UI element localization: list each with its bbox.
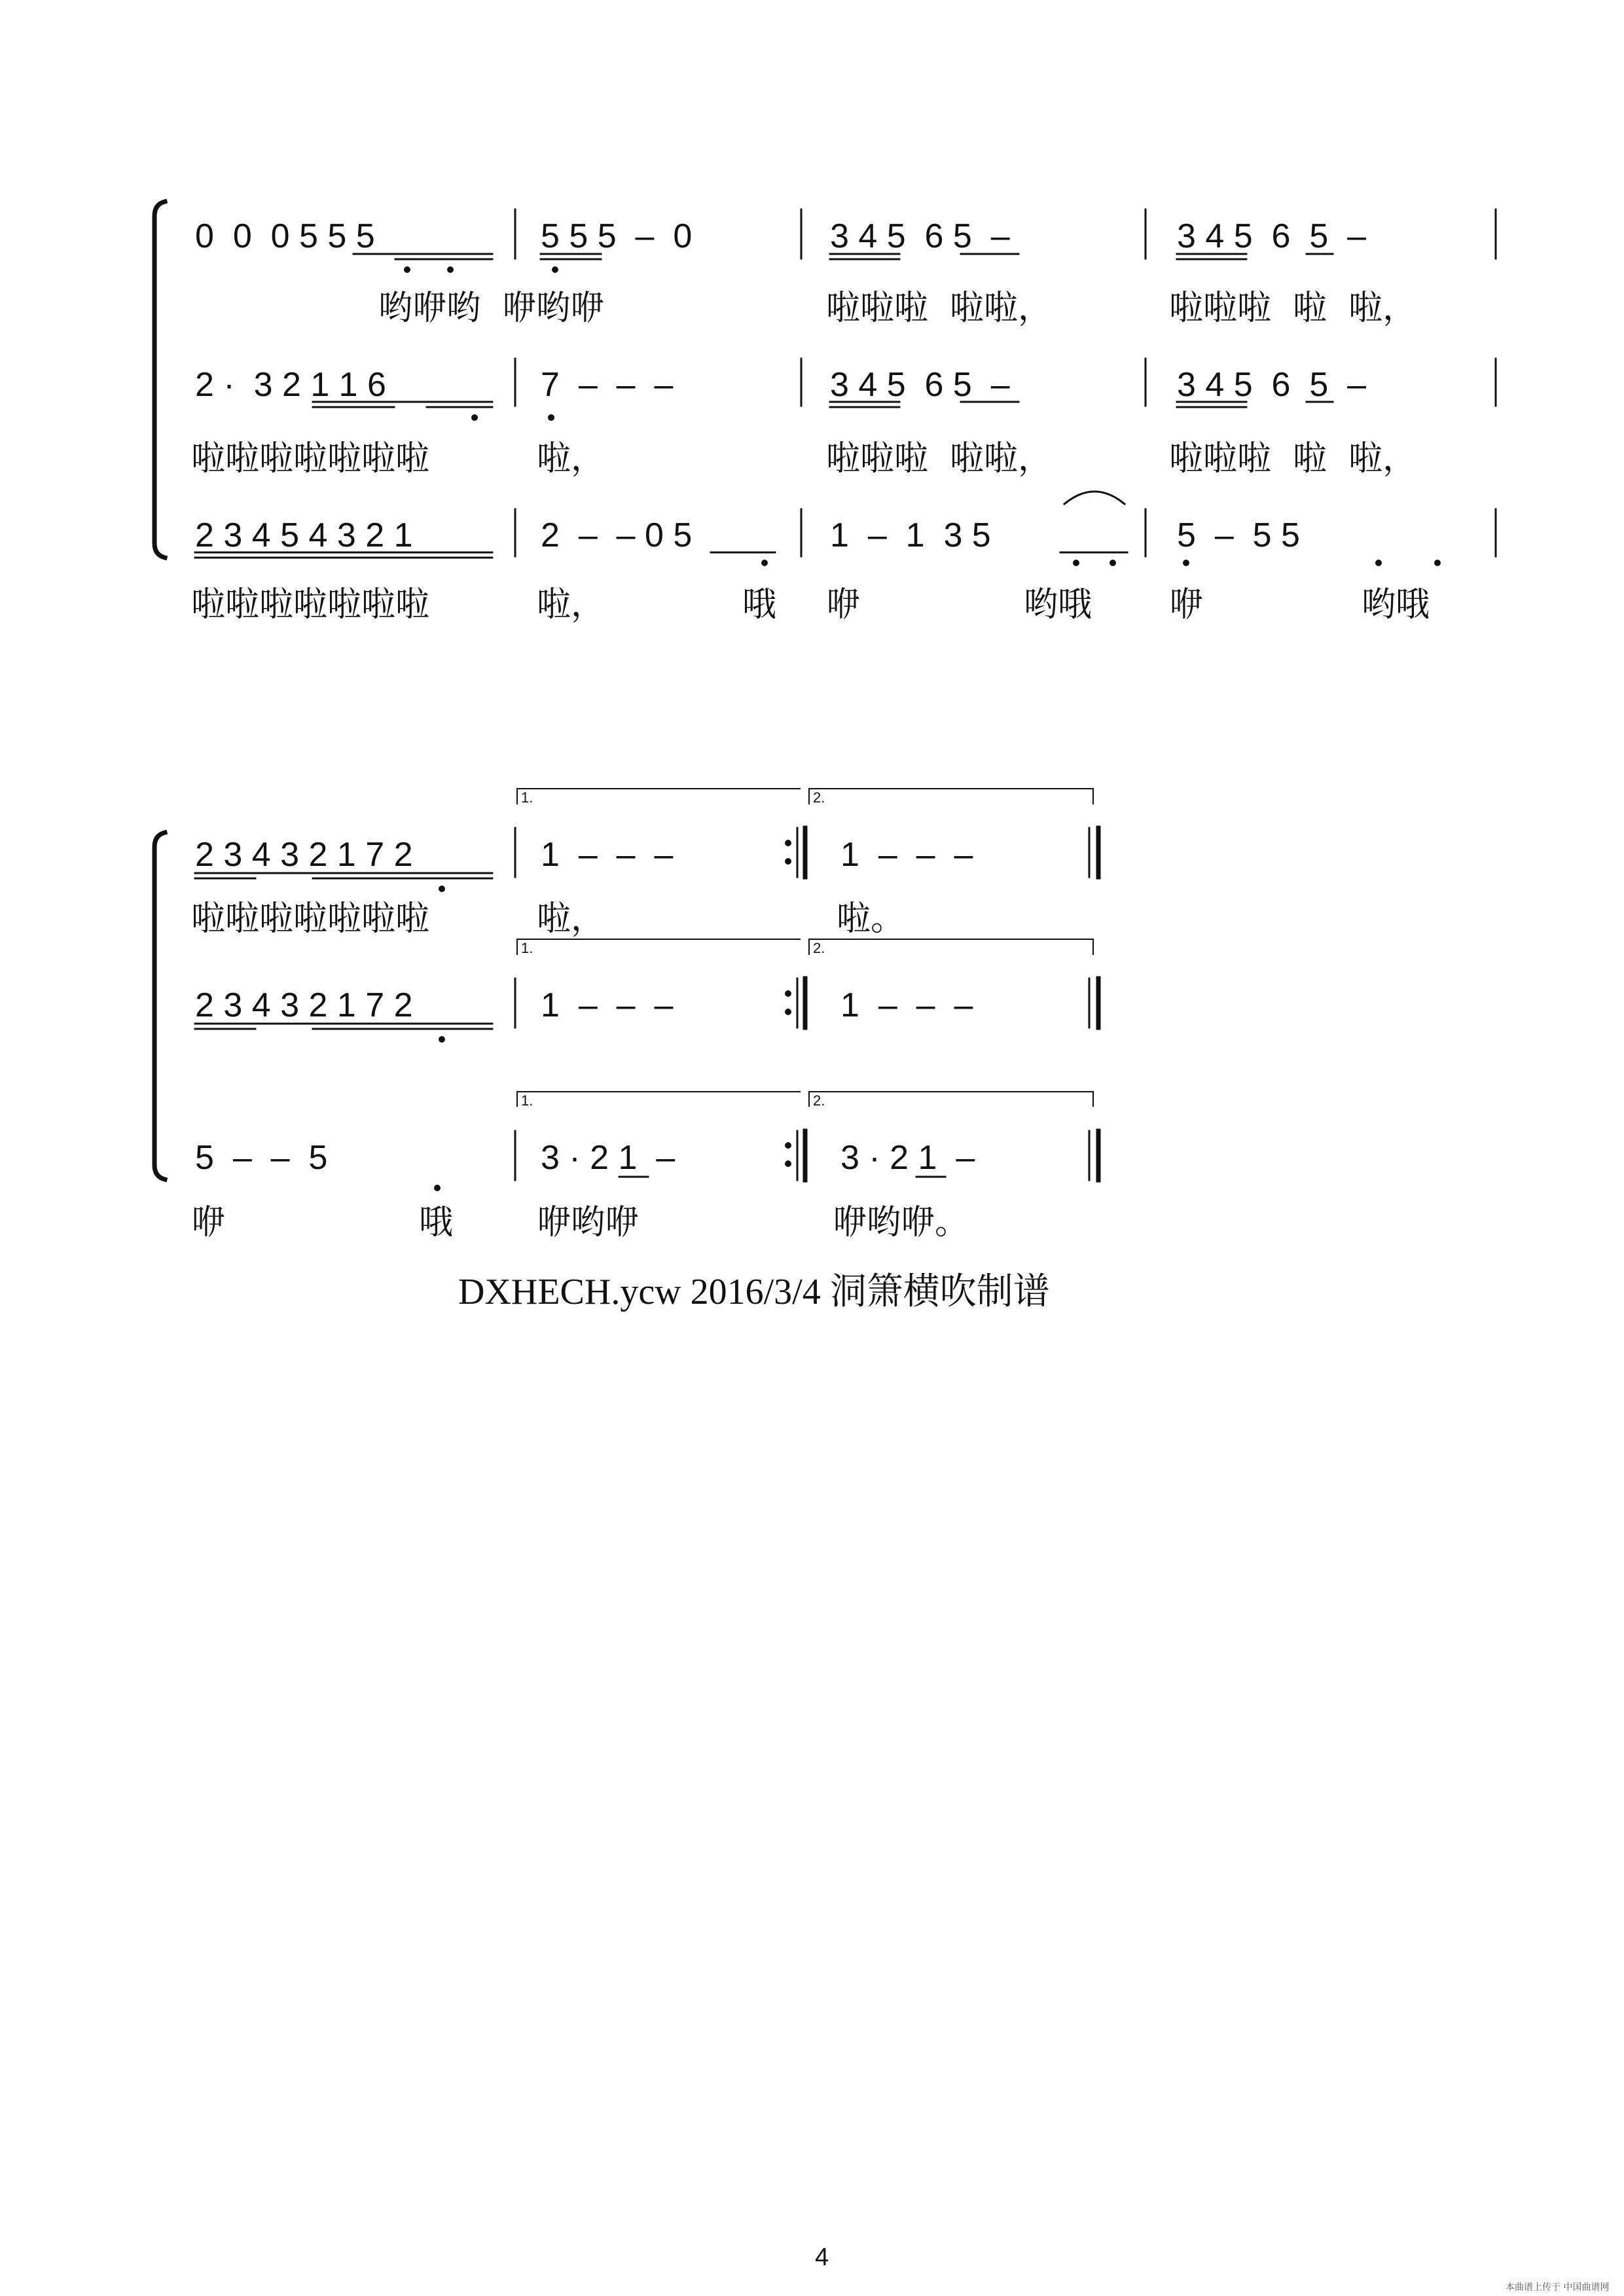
s2-v1-m3: 1 – – – — [840, 836, 973, 874]
s1-v2-m2: 7 – – – — [541, 366, 674, 404]
s1-v1-lyric-3: 啦啦啦 啦 啦， — [1169, 289, 1417, 328]
s1-v3-lyric-7: 哟哦 — [1362, 585, 1430, 624]
volta-1 — [517, 789, 800, 804]
s2-v3-m2: 3 · 2 1 – — [541, 1139, 676, 1177]
s1-v1-lyric-2: 啦啦啦 啦啦， — [826, 289, 1053, 328]
s1-v2-lyric-3: 啦啦啦 啦啦， — [826, 439, 1053, 478]
s2-v3-lyric-2: 哦 — [419, 1203, 454, 1242]
s2-v2-m3: 1 – – – — [840, 986, 973, 1024]
volta-1-label: 1. — [521, 940, 533, 956]
s1-v3-lyric-4: 咿 — [826, 585, 861, 624]
s2-v2-m1: 2 3 4 3 2 1 7 2 — [195, 986, 413, 1024]
s2-v3-m3: 3 · 2 1 – — [840, 1139, 975, 1177]
s1-v1-m1: 0 0 0 5 5 5 — [195, 217, 375, 255]
volta-1-label: 1. — [521, 1092, 533, 1109]
s1-v2-m1: 2 · 3 2 1 1 6 — [195, 366, 386, 404]
system1-bracket — [154, 202, 165, 558]
s1-v3-m4: 5 – 5 5 — [1177, 516, 1300, 554]
watermark: 本曲谱上传于 中国曲谱网 — [1506, 2282, 1610, 2293]
slur — [1064, 492, 1125, 504]
s1-v1-lyric-1: 哟咿哟 咿哟咿 — [378, 289, 605, 328]
s1-v3-m3: 1 – 1 3 5 — [830, 516, 991, 554]
volta-2-label: 2. — [813, 1092, 825, 1109]
s2-v3-lyric-1: 咿 — [191, 1203, 226, 1242]
s2-v1-lyric-1: 啦啦啦啦啦啦啦 — [191, 899, 430, 939]
s2-v1-m2: 1 – – – — [541, 836, 674, 874]
score-credit: DXHECH.ycw 2016/3/4 洞箫横吹制谱 — [458, 1272, 1050, 1312]
s1-v3-lyric-5: 哟哦 — [1024, 585, 1092, 624]
page-number: 4 — [815, 2244, 829, 2271]
s1-v1-m2: 5 5 5 – 0 — [541, 217, 693, 255]
s1-v2-m3: 3 4 5 6 5 – — [830, 366, 1010, 404]
volta-2-label: 2. — [813, 789, 825, 806]
volta-2 — [809, 789, 1093, 804]
s2-v1-lyric-3: 啦。 — [837, 899, 905, 939]
s1-v1-m3: 3 4 5 6 5 – — [830, 217, 1010, 255]
system2-bracket — [154, 833, 165, 1179]
s1-v3-lyric-3: 哦 — [742, 585, 777, 624]
volta-1-label: 1. — [521, 789, 533, 806]
s1-v2-lyric-2: 啦， — [537, 439, 605, 478]
volta-2-label: 2. — [813, 940, 825, 956]
s2-v3-lyric-4: 咿哟咿。 — [833, 1203, 969, 1242]
s2-v1-m1: 2 3 4 3 2 1 7 2 — [195, 836, 413, 874]
s1-v3-m2: 2 – – 0 5 — [541, 516, 693, 554]
s2-v3-lyric-3: 咿哟咿 — [537, 1203, 640, 1242]
s2-v3-m1: 5 – – 5 — [195, 1139, 328, 1177]
s1-v3-m1: 2 3 4 5 4 3 2 1 — [195, 516, 413, 554]
s2-v1-lyric-2: 啦， — [537, 899, 605, 939]
s1-v2-lyric-4: 啦啦啦 啦 啦， — [1169, 439, 1417, 478]
s1-v3-lyric-1: 啦啦啦啦啦啦啦 — [191, 585, 430, 624]
s1-v2-m4: 3 4 5 6 5 – — [1177, 366, 1367, 404]
s1-v3-lyric-2: 啦， — [537, 585, 605, 624]
s1-v1-m4: 3 4 5 6 5 – — [1177, 217, 1367, 255]
s2-v2-m2: 1 – – – — [541, 986, 674, 1024]
s1-v2-lyric-1: 啦啦啦啦啦啦啦 — [191, 439, 430, 478]
s1-v3-lyric-6: 咿 — [1169, 585, 1204, 624]
